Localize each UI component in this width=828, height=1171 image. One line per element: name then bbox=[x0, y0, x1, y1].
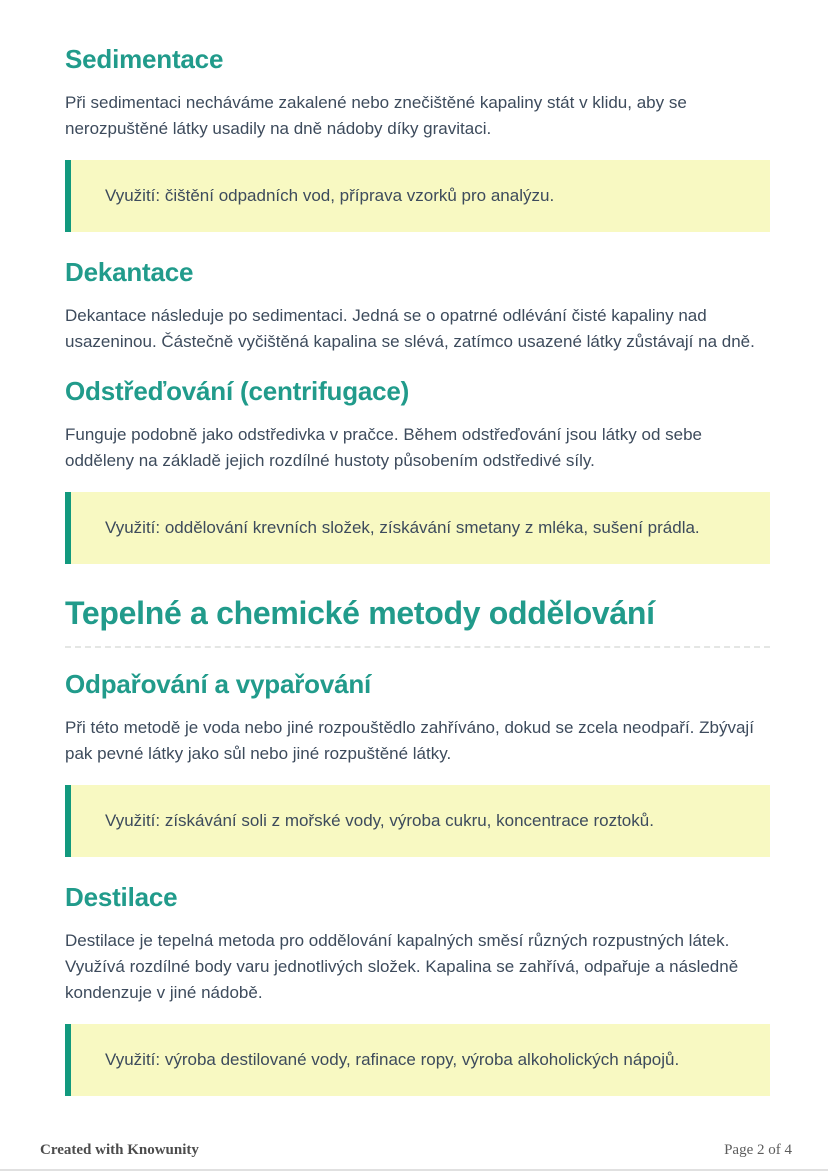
section-paragraph-odstredovani: Funguje podobně jako odstředivka v pračce. Během odstřeďování jsou látky od sebe odděleny na základě jejich rozdílné hustoty působením odstředivé síly. bbox=[65, 425, 703, 470]
section-heading-destilace: Destilace bbox=[65, 882, 178, 912]
section-heading-sedimentace: Sedimentace bbox=[65, 44, 224, 74]
usage-callout-destilace bbox=[65, 1024, 770, 1096]
callout-text: Využití: výroba destilované vody, rafinace ropy, výroba alkoholických nápojů. bbox=[105, 1050, 680, 1069]
page-footer bbox=[0, 1142, 828, 1169]
section-heading-dekantace: Dekantace bbox=[65, 257, 194, 287]
usage-callout-sedimentace bbox=[65, 160, 770, 232]
usage-callout-odparovani bbox=[65, 785, 770, 857]
callout-text: Využití: oddělování krevních složek, získávání smetany z mléka, sušení prádla. bbox=[105, 518, 700, 537]
section-paragraph-destilace: Destilace je tepelná metoda pro oddělování kapalných směsí různých rozpustných látek. Využívá rozdílné body varu jednotlivých složek. Kapalina se zahřívá, odpařuje a následně kondenzuje v jiné nádobě. bbox=[65, 931, 739, 1002]
footer-branding: Created with Knowunity bbox=[40, 1142, 199, 1158]
callout-text: Využití: získávání soli z mořské vody, výroba cukru, koncentrace roztoků. bbox=[105, 811, 654, 830]
section-paragraph-sedimentace: Při sedimentaci necháváme zakalené nebo znečištěné kapaliny stát v klidu, aby se nerozpuštěné látky usadily na dně nádoby díky gravitaci. bbox=[65, 93, 687, 138]
chapter-heading-tepelne-a-chemicke-metody: Tepelné a chemické metody oddělování bbox=[65, 594, 770, 648]
section-heading-odparovani-a-vyparovani: Odpařování a vypařování bbox=[65, 669, 372, 699]
usage-callout-odstredovani bbox=[65, 492, 770, 564]
section-paragraph-odparovani: Při této metodě je voda nebo jiné rozpouštědlo zahříváno, dokud se zcela neodpaří. Zbývají pak pevné látky jako sůl nebo jiné rozpuštěné látky. bbox=[65, 718, 754, 763]
section-paragraph-dekantace: Dekantace následuje po sedimentaci. Jedná se o opatrné odlévání čisté kapaliny nad usazeninou. Částečně vyčištěná kapalina se slévá, zatímco usazené látky zůstávají na dně. bbox=[65, 306, 755, 351]
callout-text: Využití: čištění odpadních vod, příprava vzorků pro analýzu. bbox=[105, 186, 555, 205]
section-heading-odstredovani-centrifugace: Odstřeďování (centrifugace) bbox=[65, 376, 410, 406]
page-number: Page 2 of 4 bbox=[724, 1142, 792, 1158]
